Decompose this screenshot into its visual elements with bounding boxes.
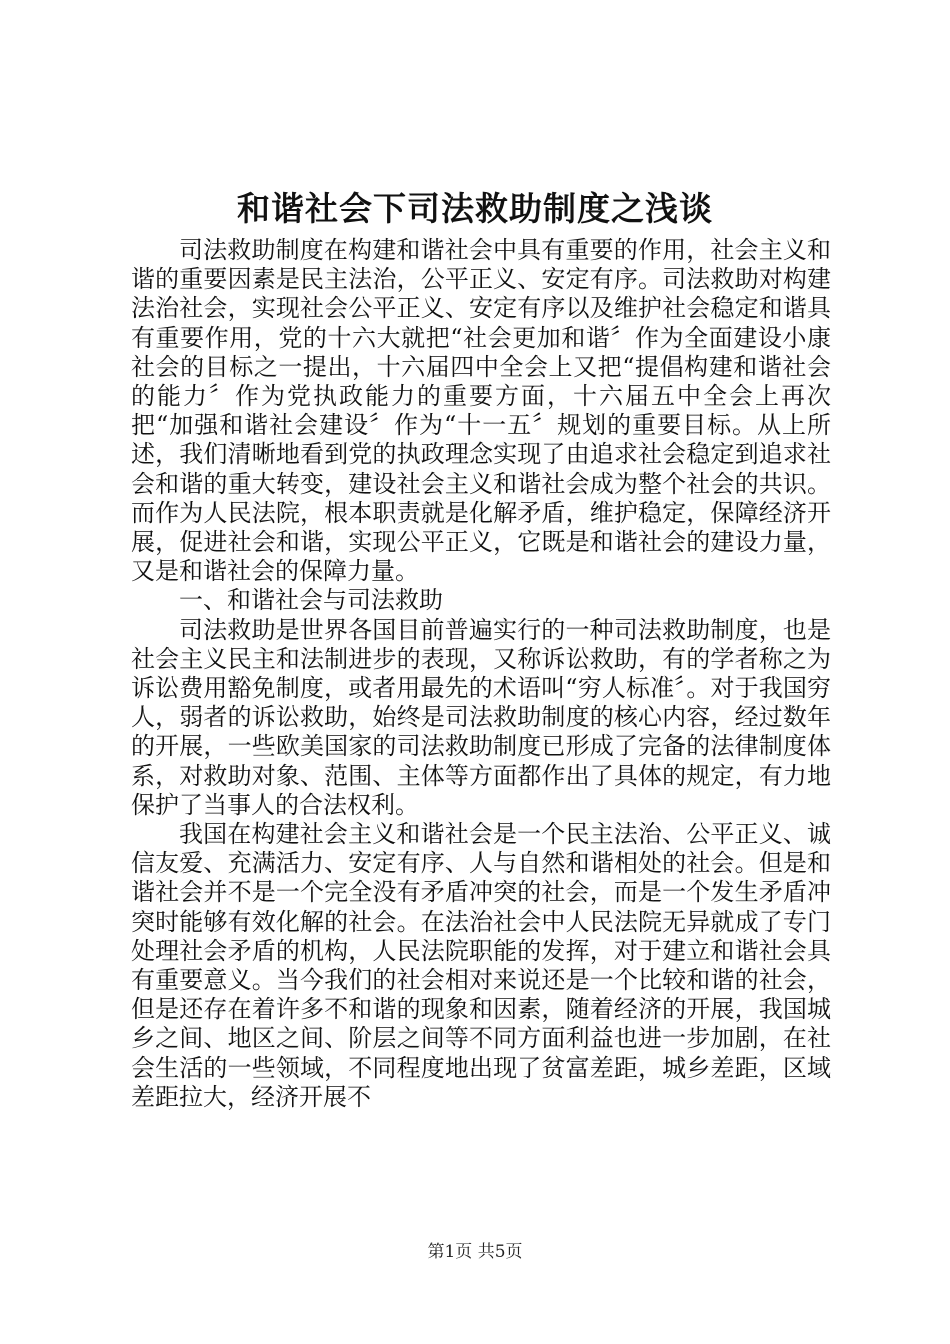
section-heading: 一、和谐社会与司法救助 (179, 586, 443, 615)
page-footer: 第1页 共5页 (427, 1242, 523, 1262)
paragraph-intro: 司法救助制度在构建和谐社会中具有重要的作用，社会主义和谐的重要因素是民主法治，公平正义、安定有序。司法救助对构建法治社会，实现社会公平正义、安定有序以及维护社会稳定和谐具有重要作用，党的十六大就把“社会更加和谐〞作为全面建设小康社会的目标之一提出，十六届四中全会上又把“提倡构建和谐社会的能力〞作为党执政能力的重要方面，十六届五中全会上再次把“加强和谐社会建设〞作为“十一五〞规划的重要目标。从上所述，我们清晰地看到党的执政理念实现了由追求社会稳定到追求社会和谐的重大转变，建设社会主义和谐社会成为整个社会的共识。而作为人民法院，根本职责就是化解矛盾，维护稳定，保障经济开展，促进社会和谐，实现公平正义，它既是和谐社会的建设力量，又是和谐社会的保障力量。 (131, 236, 831, 586)
paragraph-harmonious-society: 我国在构建社会主义和谐社会是一个民主法治、公平正义、诚信友爱、充满活力、安定有序、人与自然和谐相处的社会。但是和谐社会并不是一个完全没有矛盾冲突的社会，而是一个发生矛盾冲突时能够有效化解的社会。在法治社会中人民法院无异就成了专门处理社会矛盾的机构，人民法院职能的发挥，对于建立和谐社会具有重要意义。当今我们的社会相对来说还是一个比较和谐的社会，但是还存在着许多不和谐的现象和因素，随着经济的开展，我国城乡之间、地区之间、阶层之间等不同方面利益也进一步加剧，在社会生活的一些领域，不同程度地出现了贫富差距，城乡差距，区域差距拉大，经济开展不 (131, 820, 831, 1111)
document-title: 和谐社会下司法救助制度之浅谈 (237, 189, 713, 228)
document-body (131, 236, 831, 1112)
paragraph-judicial-aid: 司法救助是世界各国目前普遍实行的一种司法救助制度，也是社会主义民主和法制进步的表现，又称诉讼救助，有的学者称之为诉讼费用豁免制度，或者用最先的术语叫“穷人标准〞。对于我国穷人，弱者的诉讼救助，始终是司法救助制度的核心内容，经过数年的开展，一些欧美国家的司法救助制度已形成了完备的法律制度体系，对救助对象、范围、主体等方面都作出了具体的规定，有力地保护了当事人的合法权利。 (131, 615, 831, 819)
